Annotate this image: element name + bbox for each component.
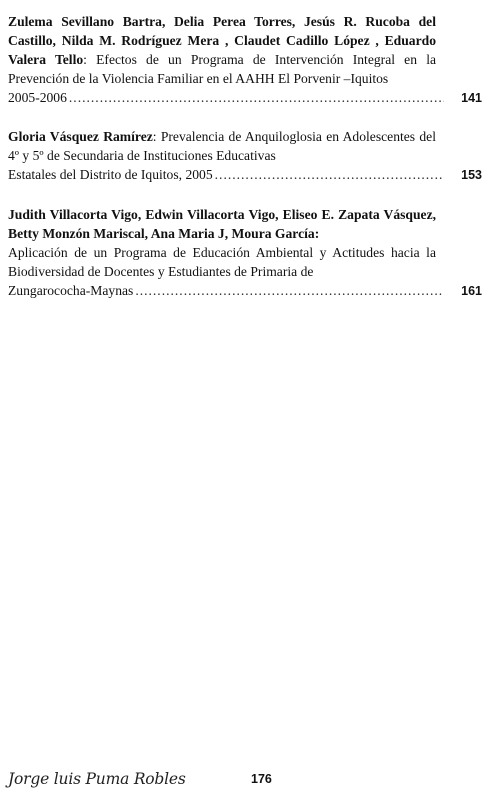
dot-leader <box>69 88 444 107</box>
dot-leader <box>215 165 444 184</box>
toc-entry <box>8 127 482 185</box>
toc-entry-title-end: Estatales del Distrito de Iquitos, 2005 <box>8 167 213 182</box>
toc-entry-title-end: Zungarococha-Maynas <box>8 283 134 298</box>
toc-entry-title: : Efectos de un Programa de Intervención Integral en la Prevención de la Violencia Familiar en el AAHH El Porvenir –Iquitos <box>8 52 437 86</box>
toc-entry-authors: Zulema Sevillano Bartra, Delia Perea Torres, Jesús R. Rucoba del Castillo, Nilda M. Rodríguez Mera , Claudet Cadillo López , Eduardo Valera Tello <box>8 14 436 67</box>
toc-entry-last-line <box>8 88 482 108</box>
toc-entry-authors: Judith Villacorta Vigo, Edwin Villacorta Vigo, Eliseo E. Zapata Vásquez, Betty Monzón Mariscal, Ana Maria J, Moura García: <box>8 207 436 241</box>
toc-entry-text <box>8 205 436 281</box>
toc-entry-title: Aplicación de un Programa de Educación Ambiental y Actitudes hacia la Biodiversidad de Docentes y Estudiantes de Primaria de <box>8 245 436 279</box>
footer-author: Jorge luis Puma Robles <box>8 770 186 788</box>
toc-entry-page-number: 141 <box>461 91 482 105</box>
toc-entry-page-number: 153 <box>461 168 482 182</box>
footer-page-number: 176 <box>251 772 272 786</box>
toc-entry-page-number: 161 <box>461 284 482 298</box>
toc-entry <box>8 12 482 108</box>
toc-entry-last-line <box>8 165 482 185</box>
toc-entry-authors: Gloria Vásquez Ramírez <box>8 129 153 144</box>
toc-entry-text <box>8 127 436 165</box>
toc-entry-last-line <box>8 281 482 301</box>
dot-leader <box>135 281 444 300</box>
toc-entry <box>8 205 482 301</box>
toc-entry-title-end: 2005-2006 <box>8 90 67 105</box>
toc-entry-title: : Prevalencia de Anquiloglosia en Adolescentes del 4º y 5º de Secundaria de Instituciones Educativas <box>8 129 436 163</box>
toc-entry-text <box>8 12 436 88</box>
